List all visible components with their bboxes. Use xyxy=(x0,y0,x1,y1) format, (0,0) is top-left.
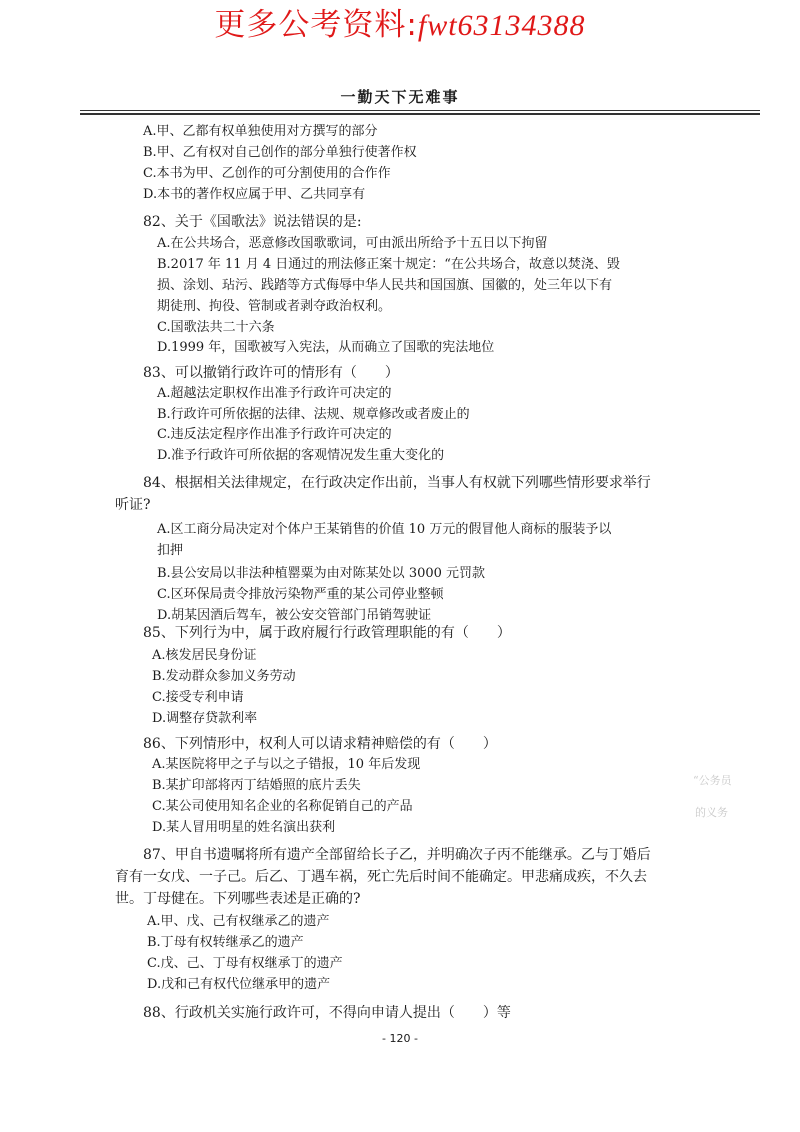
q81-option-c: C.本书为甲、乙创作的可分割使用的合作作 xyxy=(143,166,391,181)
q81-option-b: B.甲、乙有权对自己创作的部分单独行使著作权 xyxy=(143,145,417,160)
q85-option-d: D.调整存贷款利率 xyxy=(152,711,258,726)
q86-option-a: A.某医院将甲之子与以之子错报，10 年后发现 xyxy=(152,757,421,772)
q83-stem: 83、可以撤销行政许可的情形有（ ） xyxy=(143,365,399,381)
promo-banner xyxy=(0,4,800,47)
q86-option-d: D.某人冒用明星的姓名演出获利 xyxy=(152,820,336,835)
q83-option-d: D.准予行政许可所依据的客观情况发生重大变化的 xyxy=(157,448,445,463)
q87-stem-cont2: 世。丁母健在。下列哪些表述是正确的? xyxy=(115,891,361,907)
q87-stem: 87、甲自书遗嘱将所有遗产全部留给长子乙，并明确次子丙不能继承。乙与丁婚后 xyxy=(143,847,651,863)
q84-option-a: A.区工商分局决定对个体户王某销售的价值 10 万元的假冒他人商标的服装予以 xyxy=(157,522,612,537)
q87-option-c: C.戊、己、丁母有权继承丁的遗产 xyxy=(147,956,343,971)
q83-option-a: A.超越法定职权作出准予行政许可决定的 xyxy=(157,386,392,401)
q82-option-b: B.2017 年 11 月 4 日通过的刑法修正案十规定：“在公共场合，故意以焚浇、毁 xyxy=(157,257,620,272)
q85-option-a: A.核发居民身份证 xyxy=(152,648,257,663)
q82-option-b-cont1: 损、涂划、玷污、践踏等方式侮辱中华人民共和国国旗、国徽的，处三年以下有 xyxy=(157,278,613,293)
q87-stem-cont1: 育有一女戊、一子己。后乙、丁遇车祸，死亡先后时间不能确定。甲悲痛成疾，不久去 xyxy=(115,869,647,885)
q87-option-a: A.甲、戊、己有权继承乙的遗产 xyxy=(147,914,330,929)
q86-stem: 86、下列情形中，权利人可以请求精神赔偿的有（ ） xyxy=(143,736,497,752)
q83-option-b: B.行政许可所依据的法律、法规、规章修改或者废止的 xyxy=(157,407,470,422)
q88-stem: 88、行政机关实施行政许可，不得向申请人提出（ ）等 xyxy=(143,1005,511,1021)
q84-option-b: B.县公安局以非法种植罂粟为由对陈某处以 3000 元罚款 xyxy=(157,566,486,581)
q82-option-a: A.在公共场合，恶意修改国歌歌词，可由派出所给予十五日以下拘留 xyxy=(157,236,548,251)
q84-stem-cont: 听证? xyxy=(115,497,151,513)
page-header-title: 一勤天下无难事 xyxy=(340,88,460,106)
q84-option-a-cont: 扣押 xyxy=(157,543,184,558)
page-number: - 120 - xyxy=(382,1032,418,1045)
bleed-through-text-2: 的义务 xyxy=(695,806,728,819)
q82-stem: 82、关于《国歌法》说法错误的是: xyxy=(143,214,362,230)
q85-option-b: B.发动群众参加义务劳动 xyxy=(152,669,296,684)
q85-stem: 85、下列行为中，属于政府履行行政管理职能的有（ ） xyxy=(143,625,511,641)
q87-option-b: B.丁母有权转继承乙的遗产 xyxy=(147,935,304,950)
header-rule-thick xyxy=(80,113,760,115)
q86-option-b: B.某扩印部将丙丁结婚照的底片丢失 xyxy=(152,778,361,793)
q84-option-d: D.胡某因酒后驾车，被公安交管部门吊销驾驶证 xyxy=(157,608,432,623)
q87-option-d: D.戊和己有权代位继承甲的遗产 xyxy=(147,977,331,992)
q82-option-c: C.国歌法共二十六条 xyxy=(157,320,275,335)
q82-option-d: D.1999 年，国歌被写入宪法，从而确立了国歌的宪法地位 xyxy=(157,340,495,355)
q81-option-d: D.本书的著作权应属于甲、乙共同享有 xyxy=(143,187,366,202)
q85-option-c: C.接受专利申请 xyxy=(152,690,244,705)
q81-option-a: A.甲、乙都有权单独使用对方撰写的部分 xyxy=(143,124,378,139)
banner-code: fwt63134388 xyxy=(417,9,586,42)
banner-prefix: 更多公考资料: xyxy=(214,7,418,43)
bleed-through-text-1: “公务员 xyxy=(693,774,732,787)
q84-stem: 84、根据相关法律规定，在行政决定作出前，当事人有权就下列哪些情形要求举行 xyxy=(143,475,651,491)
q82-option-b-cont2: 期徒刑、拘役、管制或者剥夺政治权利。 xyxy=(157,299,392,314)
header-rule-thin xyxy=(80,110,760,111)
q83-option-c: C.违反法定程序作出准予行政许可决定的 xyxy=(157,427,392,442)
q84-option-c: C.区环保局责令排放污染物严重的某公司停业整顿 xyxy=(157,587,444,602)
q86-option-c: C.某公司使用知名企业的名称促销自己的产品 xyxy=(152,799,413,814)
